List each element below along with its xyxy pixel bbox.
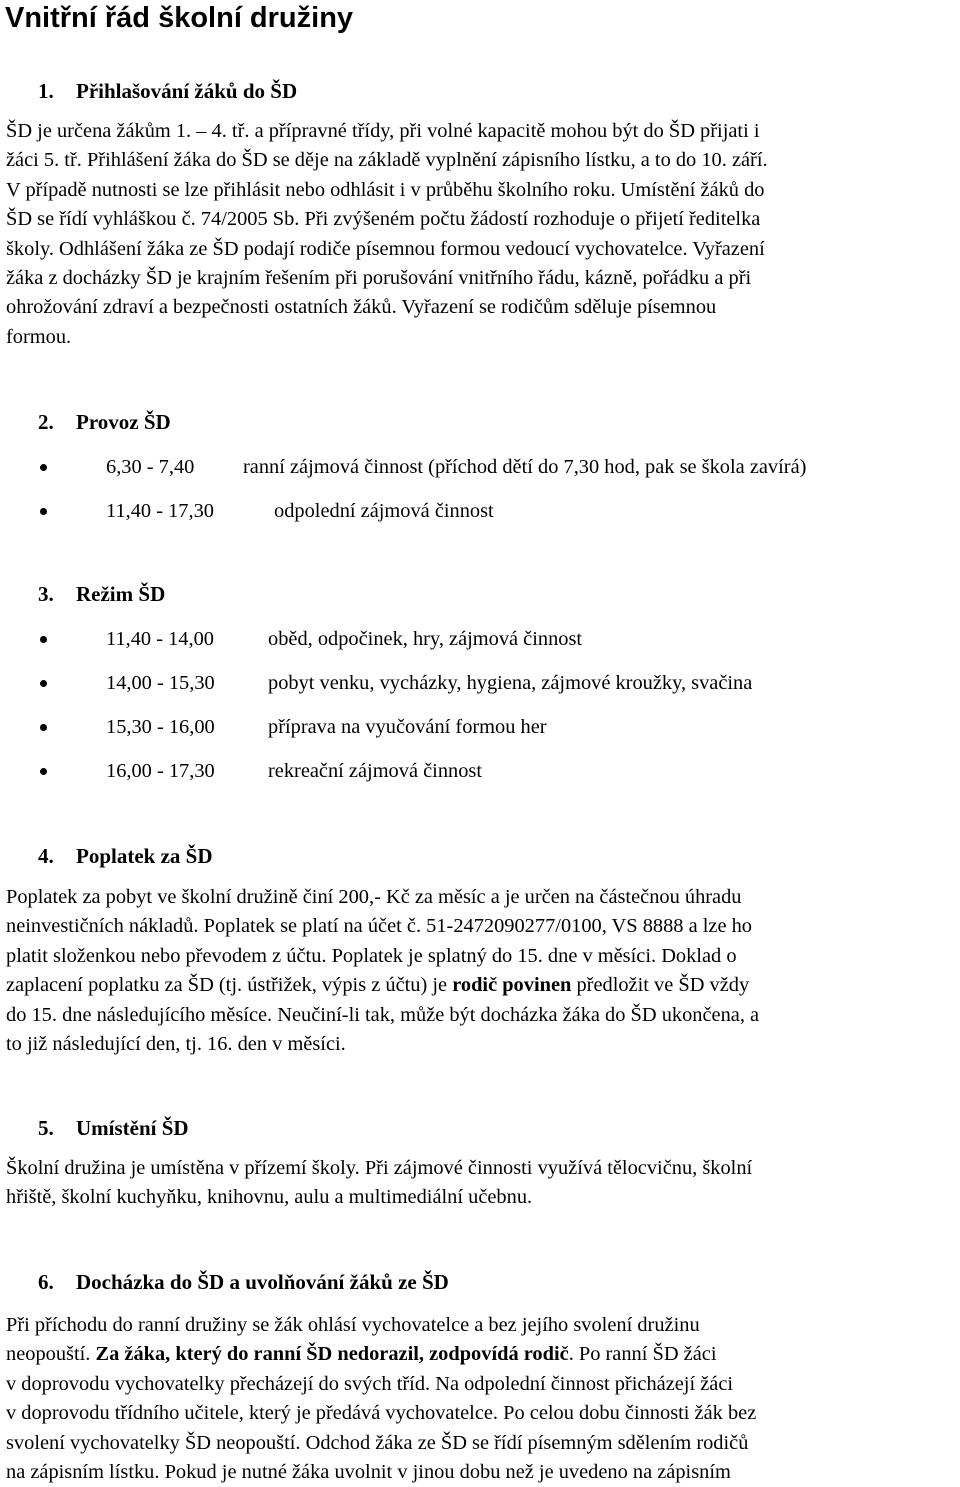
text-line <box>6 971 956 1000</box>
section-number: 6. <box>38 1270 54 1294</box>
section-number: 3. <box>38 582 54 606</box>
section-title: Přihlašování žáků do ŠD <box>76 79 298 103</box>
section-6-body <box>6 1311 956 1487</box>
time-range: 6,30 - 7,40 <box>106 456 195 478</box>
text-line: na zápisním lístku. Pokud je nutné žáka uvolnit v jinou dobu než je uvedeno na zápisním <box>6 1461 731 1484</box>
text-run: předložit ve ŠD vždy <box>571 974 750 997</box>
section-6-heading <box>38 1268 449 1296</box>
activity: pobyt venku, vycházky, hygiena, zájmové kroužky, svačina <box>268 672 753 694</box>
bullet-icon <box>40 636 47 643</box>
text-line: neinvestičních nákladů. Poplatek se platí na účet č. 51-2472090277/0100, VS 8888 a lze ho <box>6 915 752 938</box>
section-title: Provoz ŠD <box>76 410 171 434</box>
section-5-body <box>6 1154 956 1213</box>
text-line <box>6 1340 956 1369</box>
text-line: v doprovodu vychovatelky přecházejí do svých tříd. Na odpolední činnost přicházejí žáci <box>6 1372 734 1395</box>
section-1-body <box>6 117 956 352</box>
section-1-heading <box>38 77 297 105</box>
section-title: Režim ŠD <box>76 582 166 606</box>
text-run: . Po ranní ŠD žáci <box>568 1343 717 1366</box>
time-range: 16,00 - 17,30 <box>106 760 215 782</box>
text-line: svolení vychovatelky ŠD neopouští. Odchod žáka ze ŠD se řídí písemným sdělením rodičů <box>6 1431 749 1454</box>
section-title: Docházka do ŠD a uvolňování žáků ze ŠD <box>76 1270 449 1294</box>
text-run: neopouští. <box>6 1343 96 1366</box>
section-number: 4. <box>38 844 54 868</box>
bullet-icon <box>40 724 47 731</box>
activity: rekreační zájmová činnost <box>268 760 483 782</box>
time-range: 11,40 - 17,30 <box>106 500 214 522</box>
section-4-body <box>6 883 956 1059</box>
text-line: Při příchodu do ranní družiny se žák ohlásí vychovatelce a bez jejího svolení družinu <box>6 1314 700 1336</box>
text-line: školy. Odhlášení žáka ze ŠD podají rodiče písemnou formou vedoucí vychovatelce. Vyřazení <box>6 237 765 260</box>
time-range: 11,40 - 14,00 <box>106 628 214 650</box>
section-number: 2. <box>38 410 54 434</box>
time-range: 14,00 - 15,30 <box>106 672 215 694</box>
bullet-icon <box>40 768 47 775</box>
text-line: ŠD se řídí vyhláškou č. 74/2005 Sb. Při zvýšeném počtu žádostí rozhoduje o přijetí ředitelka <box>6 208 761 231</box>
activity: oběd, odpočinek, hry, zájmová činnost <box>268 628 583 650</box>
text-line: V případě nutnosti se lze přihlásit nebo odhlásit i v průběhu školního roku. Umístění žáků do <box>6 178 765 201</box>
activity: odpolední zájmová činnost <box>274 500 494 522</box>
bullet-icon <box>40 464 47 471</box>
section-title: Umístění ŠD <box>76 1116 189 1140</box>
section-4-heading <box>38 842 213 870</box>
text-line: Poplatek za pobyt ve školní družině činí 200,- Kč za měsíc a je určen na částečnou úhradu <box>6 886 742 908</box>
text-line: žáci 5. tř. Přihlášení žáka do ŠD se děje na základě vyplnění zápisního lístku, a to do 10. září. <box>6 149 768 172</box>
text-line: platit složenkou nebo převodem z účtu. Poplatek je splatný do 15. dne v měsíci. Doklad o <box>6 944 737 967</box>
section-3-heading <box>38 580 165 608</box>
section-number: 1. <box>38 79 54 103</box>
emphasis-text: Za žáka, který do ranní ŠD nedorazil, zodpovídá rodič <box>95 1343 569 1366</box>
text-line: hřiště, školní kuchyňku, knihovnu, aulu a multimediální učebnu. <box>6 1186 533 1209</box>
text-line: formou. <box>6 325 72 348</box>
activity: příprava na vyučování formou her <box>268 716 547 738</box>
section-number: 5. <box>38 1116 54 1140</box>
text-line: Školní družina je umístěna v přízemí školy. Při zájmové činnosti využívá tělocvičnu, školní <box>6 1157 753 1179</box>
text-line: žáka z docházky ŠD je krajním řešením při porušování vnitřního řádu, kázně, pořádku a při <box>6 267 752 290</box>
text-line: do 15. dne následujícího měsíce. Neučiní-li tak, může být docházka žáka do ŠD ukončena, a <box>6 1003 760 1026</box>
section-title: Poplatek za ŠD <box>76 844 213 868</box>
bullet-icon <box>40 680 47 687</box>
document-title: Vnitřní řád školní družiny <box>5 2 354 34</box>
text-line: to již následující den, tj. 16. den v měsíci. <box>6 1033 346 1056</box>
time-range: 15,30 - 16,00 <box>106 716 215 738</box>
text-line: ohrožování zdraví a bezpečnosti ostatních žáků. Vyřazení se rodičům sděluje písemnou <box>6 296 717 319</box>
emphasis-text: rodič povinen <box>452 974 572 997</box>
activity: ranní zájmová činnost (příchod dětí do 7,30 hod, pak se škola zavírá) <box>243 456 807 478</box>
text-run: zaplacení poplatku za ŠD (tj. ústřižek, výpis z účtu) je <box>6 974 453 997</box>
section-5-heading <box>38 1114 189 1142</box>
bullet-icon <box>40 508 47 515</box>
section-2-heading <box>38 408 171 436</box>
text-line: ŠD je určena žákům 1. – 4. tř. a přípravné třídy, při volné kapacitě mohou být do ŠD přijati i <box>6 120 760 142</box>
text-line: v doprovodu třídního učitele, který je předává vychovatelce. Po celou dobu činnosti žák bez <box>6 1402 757 1425</box>
